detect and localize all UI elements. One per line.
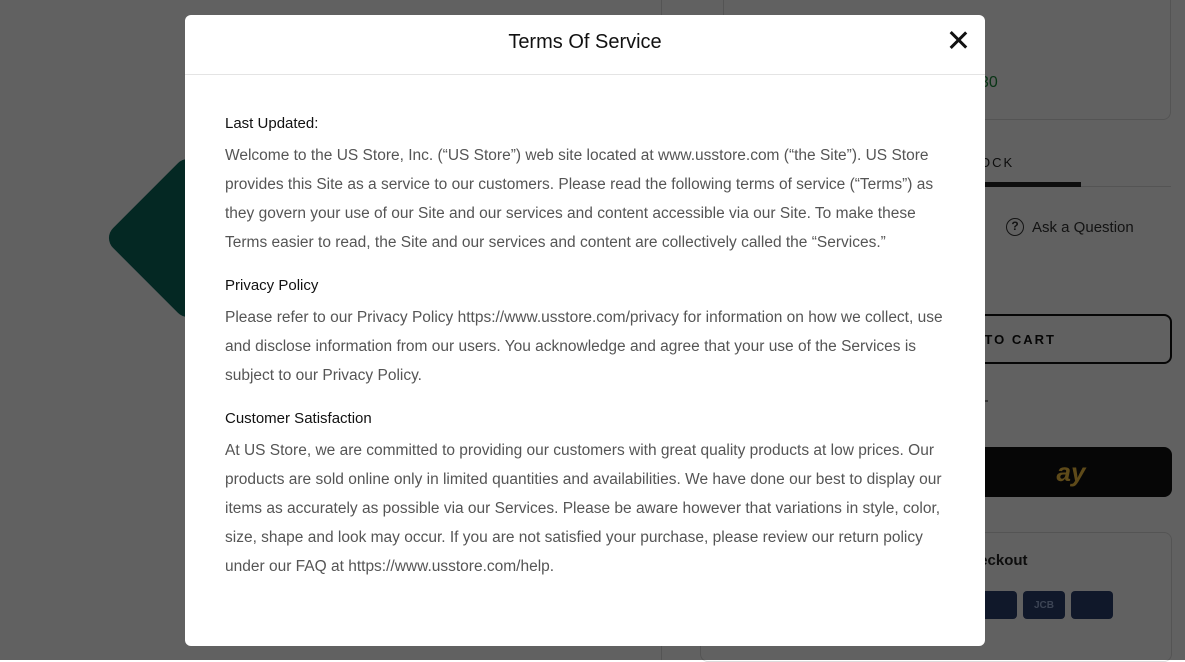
section-customer-satisfaction [225, 410, 945, 581]
section-heading: Customer Satisfaction [225, 410, 372, 427]
section-heading: Privacy Policy [225, 277, 319, 294]
modal-body [185, 75, 985, 581]
section-text: At US Store, we are committed to providing our customers with great quality products at low prices. Our products are sold online only in limited quantities and availabilities. We have done our best to display our items as accurately as possible via our Services. Please be aware however that variations in style, color, size, shape and look may occur. If you are not satisfied your purchase, please review our return policy under our FAQ at https://www.usstore.com/help. [225, 442, 942, 575]
section-text: Please refer to our Privacy Policy https://www.usstore.com/privacy for information on how we collect, use and disclose information from our users. You acknowledge and agree that your use of the Services is subject to our Privacy Policy. [225, 309, 943, 384]
modal-title: Terms Of Service [508, 31, 662, 53]
close-icon[interactable] [947, 29, 969, 51]
section-privacy-policy [225, 277, 945, 390]
section-text: Welcome to the US Store, Inc. (“US Store”) web site located at www.usstore.com (“the Site”). US Store provides this Site as a service to our customers. Please read the following terms of service (“Terms”) as they govern your use of our Site and our services and content accessible via our Site. To make these Terms easier to read, the Site and our services and content are collectively called the “Services.” [225, 147, 934, 251]
section-heading: Last Updated: [225, 115, 319, 132]
modal-header [185, 15, 985, 75]
section-last-updated [225, 115, 945, 257]
terms-modal [185, 15, 985, 646]
